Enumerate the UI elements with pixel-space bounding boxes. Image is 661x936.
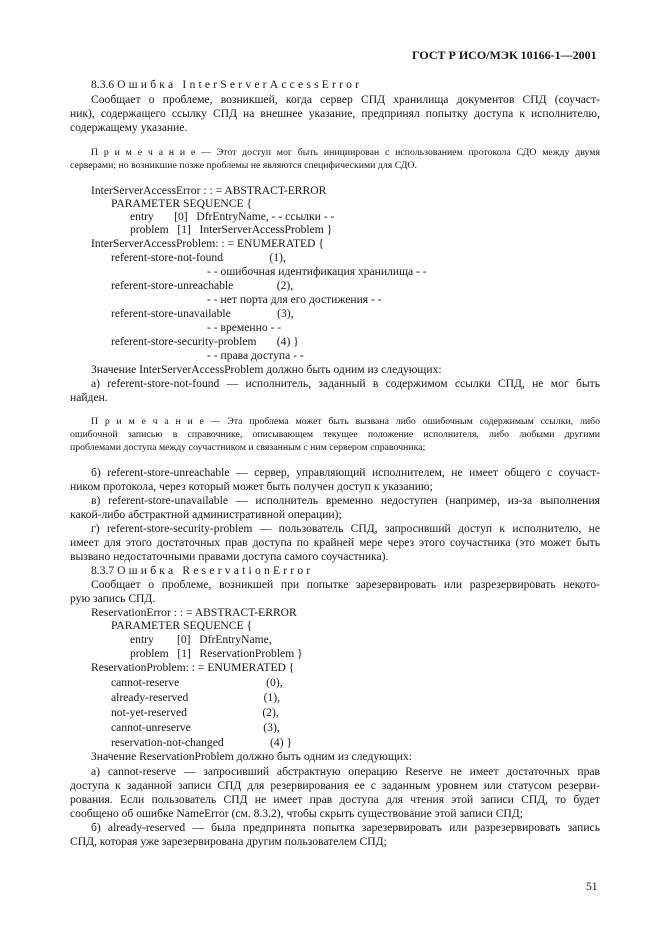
text-line: рования. Если пользователь СПД не имеет прав доступа для чтения этой записи СПД, то будет bbox=[70, 793, 600, 806]
text-line: ник), содержащего ссылку СПД на внешнее указание, предпринял попытку доступа к исполнителю, bbox=[70, 107, 600, 120]
text-line: - - права доступа - - bbox=[207, 349, 304, 362]
text-line: найден. bbox=[70, 391, 108, 404]
note-line: ошибочной записью в справочнике, описывающем текущее положение исполнителя, либо любыми другими bbox=[70, 429, 600, 440]
text-line: б) already-reserved — была предпринята попытка зарезервировать или разрезервировать запись bbox=[91, 821, 600, 834]
text-line: entry [0] DfrEntryName, bbox=[130, 633, 272, 646]
text-line: cannot-unreserve (3), bbox=[111, 721, 280, 734]
text-line: problem [1] ReservationProblem } bbox=[130, 647, 303, 660]
note-line: серверами; но возникшие позже проблемы не являются специфическими для СДО. bbox=[70, 160, 417, 171]
note-line: П р и м е ч а н и е — Этот доступ мог быть инициирован с использованием протокола СДО между двумя bbox=[91, 147, 600, 158]
text-line: referent-store-security-problem (4) } bbox=[111, 335, 299, 348]
text-line: PARAMETER SEQUENCE { bbox=[111, 619, 253, 632]
text-line: какой-либо абстрактной административной операции); bbox=[70, 508, 342, 521]
text-line: entry [0] DfrEntryName, - - ссылки - - bbox=[130, 210, 335, 223]
section-heading bbox=[91, 78, 362, 92]
text-line: Значение InterServerAccessProblem должно быть одним из следующих: bbox=[91, 363, 442, 376]
text-line: Сообщает о проблеме, возникшей при попытке зарезервировать или разрезервировать некото- bbox=[91, 578, 600, 591]
text-line: referent-store-unavailable (3), bbox=[111, 307, 294, 320]
text-line: - - ошибочная идентификация хранилища - - bbox=[207, 265, 427, 278]
text-line: InterServerAccessProblem: : = ENUMERATED { bbox=[91, 237, 324, 250]
text-line: - - временно - - bbox=[207, 321, 282, 334]
text-line: рую запись СПД. bbox=[70, 592, 156, 605]
text-line: Сообщает о проблеме, возникшей, когда сервер СПД хранилища документов СПД (соучаст- bbox=[91, 93, 600, 106]
text-line: Значение ReservationProblem должно быть одним из следующих: bbox=[91, 750, 412, 763]
section-number: 8.3.7 bbox=[91, 564, 118, 577]
text-line: ReservationError : : = ABSTRACT-ERROR bbox=[91, 606, 297, 619]
section-title: Ошибка InterServerAccessError bbox=[117, 78, 363, 91]
text-line: б) referent-store-unreachable — сервер, управляющий исполнителем, не имеет общего с соучаст- bbox=[91, 466, 600, 479]
page-number: 51 bbox=[586, 880, 598, 893]
text-line: referent-store-not-found (1), bbox=[111, 251, 286, 264]
text-line: имеет для этого достаточных прав доступа по крайней мере через этого соучастника (это может быть bbox=[70, 536, 600, 549]
section-number: 8.3.6 bbox=[91, 78, 118, 91]
text-line: г) referent-store-security-problem — пользователь СПД, запросивший доступ к исполнителю, не bbox=[91, 522, 600, 535]
text-line: ReservationProblem: : = ENUMERATED { bbox=[91, 661, 295, 674]
text-line: not-yet-reserved (2), bbox=[111, 706, 279, 719]
text-line: PARAMETER SEQUENCE { bbox=[111, 197, 253, 210]
text-line: reservation-not-changed (4) } bbox=[111, 736, 293, 749]
text-line: сообщено об ошибке NameError (см. 8.3.2), чтобы скрыть существование этой записи СПД; bbox=[70, 807, 523, 820]
text-line: в) referent-store-unavailable — исполнитель временно недоступен (например, из-за выполнения bbox=[91, 494, 600, 507]
text-line: referent-store-unreachable (2), bbox=[111, 279, 294, 292]
section-heading bbox=[91, 564, 313, 578]
text-line: а) referent-store-not-found — исполнитель, заданный в содержимом ссылки СПД, не мог быть bbox=[91, 377, 600, 390]
text-line: а) cannot-reserve — запросивший абстрактную операцию Reserve не имеет достаточных прав bbox=[91, 765, 600, 778]
text-line: содержащему указание. bbox=[70, 121, 188, 134]
text-line: - - нет порта для его достижения - - bbox=[207, 293, 382, 306]
text-line: InterServerAccessError : : = ABSTRACT-ERROR bbox=[91, 184, 327, 197]
section-title: Ошибка ReservationError bbox=[117, 564, 314, 577]
text-line: вызвано недостаточными правами доступа самого соучастника). bbox=[70, 550, 389, 563]
text-line: доступа к заданной записи СПД для резервирования ее с заданным уровнем или статусом резерви- bbox=[70, 779, 600, 792]
note-line: П р и м е ч а н и е — Эта проблема может быть вызвана либо ошибочным содержимым ссылки, либо bbox=[91, 416, 600, 427]
text-line: ником протокола, через который может быть получен доступ к указанию; bbox=[70, 480, 433, 493]
text-line: СПД, которая уже зарезервирована другим пользователем СПД; bbox=[70, 835, 387, 848]
note-line: проблемами доступа между соучастником и связанным с ним сервером справочника; bbox=[70, 442, 426, 453]
text-line: cannot-reserve (0), bbox=[111, 676, 283, 689]
page-header: ГОСТ Р ИСО/МЭК 10166-1—2001 bbox=[412, 48, 597, 62]
text-line: already-reserved (1), bbox=[111, 691, 281, 704]
text-line: problem [1] InterServerAccessProblem } bbox=[130, 223, 333, 236]
